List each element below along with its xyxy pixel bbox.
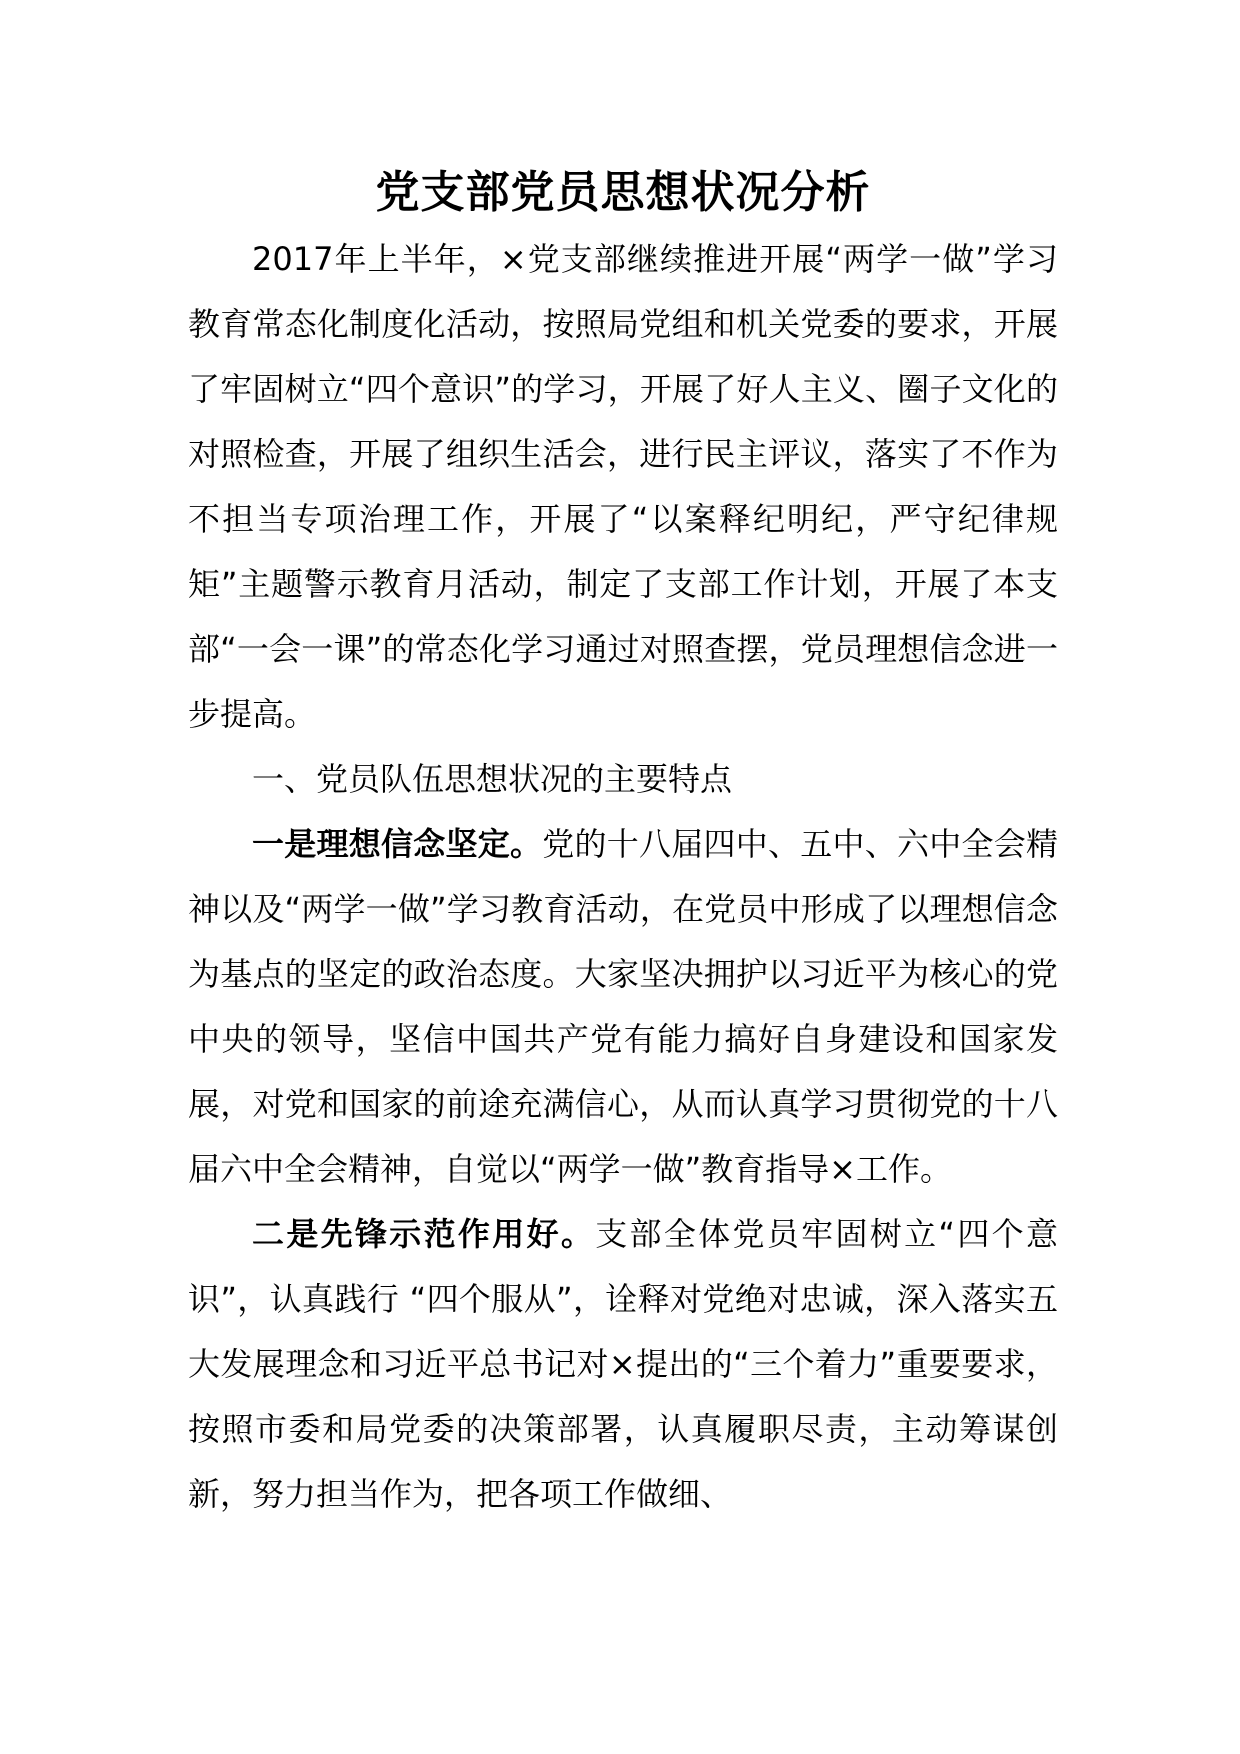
point-body-1: 党的十八届四中、五中、六中全会精神以及“两学一做”学习教育活动，在党员中形成了以理想信念为基点的坚定的政治态度。大家坚决拥护以习近平为核心的党中央的领导，坚信中国共产党有能力搞好自身建设和国家发展，对党和国家的前途充满信心，从而认真学习贯彻党的十八届六中全会精神，自觉以“两学一做”教育指导×工作。 [188,825,1058,1188]
point-lead-2: 二是先锋示范作用好。 [252,1215,596,1253]
document-title: 党支部党员思想状况分析 [375,167,871,218]
point-lead-1: 一是理想信念坚定。 [252,825,543,863]
section-heading: 一、党员队伍思想状况的主要特点 [252,760,733,798]
document-body [188,165,1058,1527]
point-paragraph-1 [188,812,1058,1202]
point-body-2: 支部全体党员牢固树立“四个意识”，认真践行 “四个服从”，诠释对党绝对忠诚，深入落实五大发展理念和习近平总书记对×提出的“三个着力”重要要求，按照市委和局党委的决策部署，认真履职尽责，主动筹谋创新，努力担当作为，把各项工作做细、 [188,1215,1058,1513]
point-paragraph-2 [188,1202,1058,1527]
intro-paragraph: 2017年上半年，×党支部继续推进开展“两学一做”学习教育常态化制度化活动，按照局党组和机关党委的要求，开展了牢固树立“四个意识”的学习，开展了好人主义、圈子文化的对照检查，开展了组织生活会，进行民主评议，落实了不作为不担当专项治理工作，开展了“以案释纪明纪，严守纪律规矩”主题警示教育月活动，制定了支部工作计划，开展了本支部“一会一课”的常态化学习通过对照查摆，党员理想信念进一步提高。 [188,240,1058,733]
